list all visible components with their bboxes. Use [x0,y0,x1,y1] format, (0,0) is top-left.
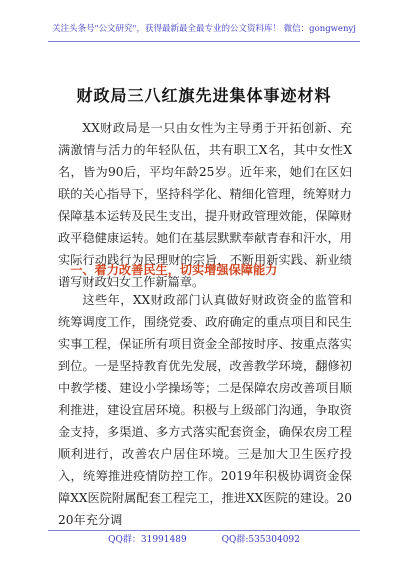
footer-qq-group-1: QQ群：31991489 [108,535,187,545]
section-heading-1: 一、着力改善民生，切实增强保障能力 [70,263,278,277]
footer-qq-group-2: QQ群:535304092 [221,535,300,545]
paragraph-intro-text: XX财政局是一只由女性为主导勇于开拓创新、充满激情与活力的年轻队伍，共有职工X名，其中女性X名，皆为90后，平均年龄25岁。近年来，她们在区妇联的关心指导下，坚持科学化、精细化管理，统筹财力保障基本运转及民生支出，提升财政管理效能，保障财政平稳健康运转。她们在基层默默奉献青春和汗水，用实际行动践行为民理财的宗旨，不断用新实践、新业绩谱写财政妇女工作新篇章。 [58,121,352,289]
footer-divider [48,530,360,531]
paragraph-section-1-text: 这些年，XX财政部门认真做好财政资金的监管和统筹调度工作，围绕党委、政府确定的重点项目和民生实事工程，保证所有项目资金全部按时序、按重点落实到位。一是坚持教育优先发展，改善教学环境，翻修初中教学楼、建设小学操场等；二是保障农房改善项目顺利推进，建设宜居环境。积极与上级部门沟通，争取资金支持，多渠道、多方式落实配套资金，确保农房工程顺利进行，改善农户居住环境。三是加大卫生医疗投入，统筹推进疫情防控工作。2019年积极协调资金保障XX医院附属配套工程完工，推进XX医院的建设。2020年充分调 [58,293,352,527]
header-banner: 关注头条号"公文研究"，获得最新最全最专业的公文资料库！ 微信：gongwenyj [52,24,356,34]
footer [0,532,408,545]
header-divider [48,41,360,42]
paragraph-section-1 [58,289,352,531]
document-title: 财政局三八红旗先进集体事迹材料 [76,86,332,105]
